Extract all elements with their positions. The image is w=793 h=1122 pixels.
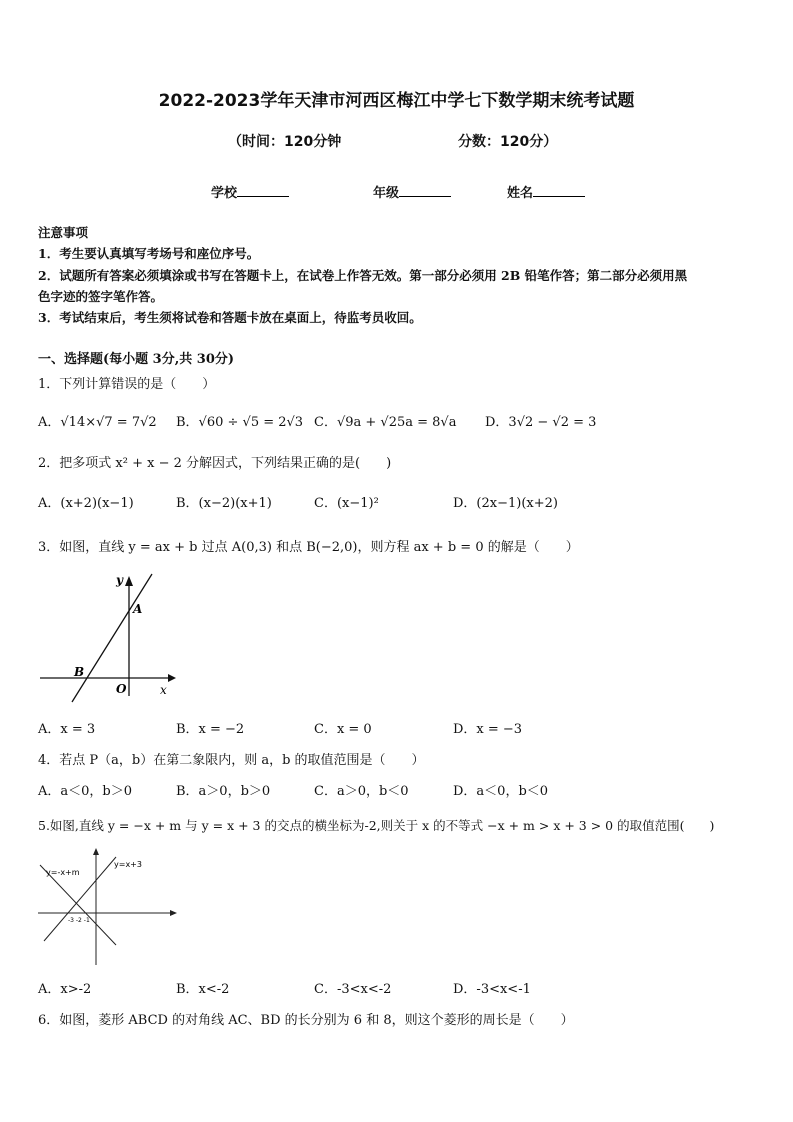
note-3: 3．考试结束后，考生须将试卷和答题卡放在桌面上，待监考员收回。 [38, 310, 422, 325]
grade-field: 年级 [373, 182, 451, 201]
q5-ticks: -3 -2 -1 [68, 917, 90, 924]
note-2a: 2．试题所有答案必须填涂或书写在答题卡上，在试卷上作答无效。第一部分必须用 2B 铅笔作答；第二部分必须用黑 [38, 268, 688, 283]
section-heading: 一、选择题(每小题 3分,共 30分) [38, 352, 235, 367]
q5-label-1: y=-x+m [46, 868, 80, 877]
q5-label-2: y=x+3 [114, 860, 142, 869]
q3-figure [38, 570, 178, 705]
exam-time: （时间：120分钟 [228, 134, 342, 150]
note-1: 1．考生要认真填写考场号和座位序号。 [38, 246, 260, 261]
q5-option-a: A．x>-2 [38, 982, 92, 997]
q3-option-b: B．x = −2 [176, 722, 245, 737]
q3-point-b: B [74, 665, 85, 679]
q3-option-c: C．x = 0 [314, 722, 372, 737]
q5-y-arrow [93, 848, 99, 855]
question-3: 3．如图，直线 y = ax + b 过点 A(0,3) 和点 B(−2,0)，则方程 ax + b = 0 的解是（ ） [38, 540, 579, 555]
q2-option-a: A．(x+2)(x−1) [38, 496, 134, 511]
q3-x-arrow [168, 674, 176, 682]
exam-score: 分数：120分） [458, 134, 558, 150]
question-6: 6．如图，菱形 ABCD 的对角线 AC、BD 的长分别为 6 和 8，则这个菱形的周长是（ ） [38, 1013, 574, 1028]
school-blank [237, 184, 289, 197]
q3-y-arrow [125, 576, 133, 586]
q3-point-a: A [133, 602, 143, 616]
name-blank [533, 184, 585, 197]
note-2b: 色字迹的签字笔作答。 [38, 289, 164, 304]
q2-option-d: D．(2x−1)(x+2) [453, 496, 558, 511]
q5-figure [38, 845, 183, 970]
question-5: 5.如图,直线 y = −x + m 与 y = x + 3 的交点的横坐标为-2,则关于 x 的不等式 −x + m > x + 3 > 0 的取值范围( ) [38, 818, 715, 833]
q4-option-d: D．a＜0，b＜0 [453, 784, 549, 799]
q1-option-a: A．√14×√7 = 7√2 [38, 415, 157, 430]
q1-option-c: C．√9a + √25a = 8√a [314, 415, 457, 430]
q1-option-d: D．3√2 − √2 = 3 [485, 415, 597, 430]
q1-option-b: B．√60 ÷ √5 = 2√3 [176, 415, 304, 430]
q3-option-a: A．x = 3 [38, 722, 96, 737]
q5-x-arrow [170, 910, 177, 916]
school-field: 学校 [211, 182, 289, 201]
q2-option-c: C．(x−1)² [314, 496, 379, 511]
q4-option-b: B．a＞0，b＞0 [176, 784, 271, 799]
q4-option-a: A．a＜0，b＞0 [38, 784, 133, 799]
question-1: 1．下列计算错误的是（ ） [38, 377, 216, 392]
question-4: 4．若点 P（a，b）在第二象限内，则 a，b 的取值范围是（ ） [38, 753, 425, 768]
q2-option-b: B．(x−2)(x+1) [176, 496, 272, 511]
grade-blank [399, 184, 451, 197]
q3-x-label: x [160, 683, 167, 697]
q5-option-d: D．-3<x<-1 [453, 982, 531, 997]
q5-option-b: B．x<-2 [176, 982, 230, 997]
q3-origin: O [116, 682, 127, 696]
notes-heading: 注意事项 [38, 225, 89, 240]
q3-line [72, 574, 152, 702]
q3-y-label: y [116, 573, 123, 587]
name-field: 姓名 [507, 182, 585, 201]
q4-option-c: C．a＞0，b＜0 [314, 784, 409, 799]
page-title: 2022-2023学年天津市河西区梅江中学七下数学期末统考试题 [158, 91, 635, 111]
q3-option-d: D．x = −3 [453, 722, 523, 737]
question-2: 2．把多项式 x² + x − 2 分解因式，下列结果正确的是( ) [38, 456, 392, 471]
q5-option-c: C．-3<x<-2 [314, 982, 392, 997]
